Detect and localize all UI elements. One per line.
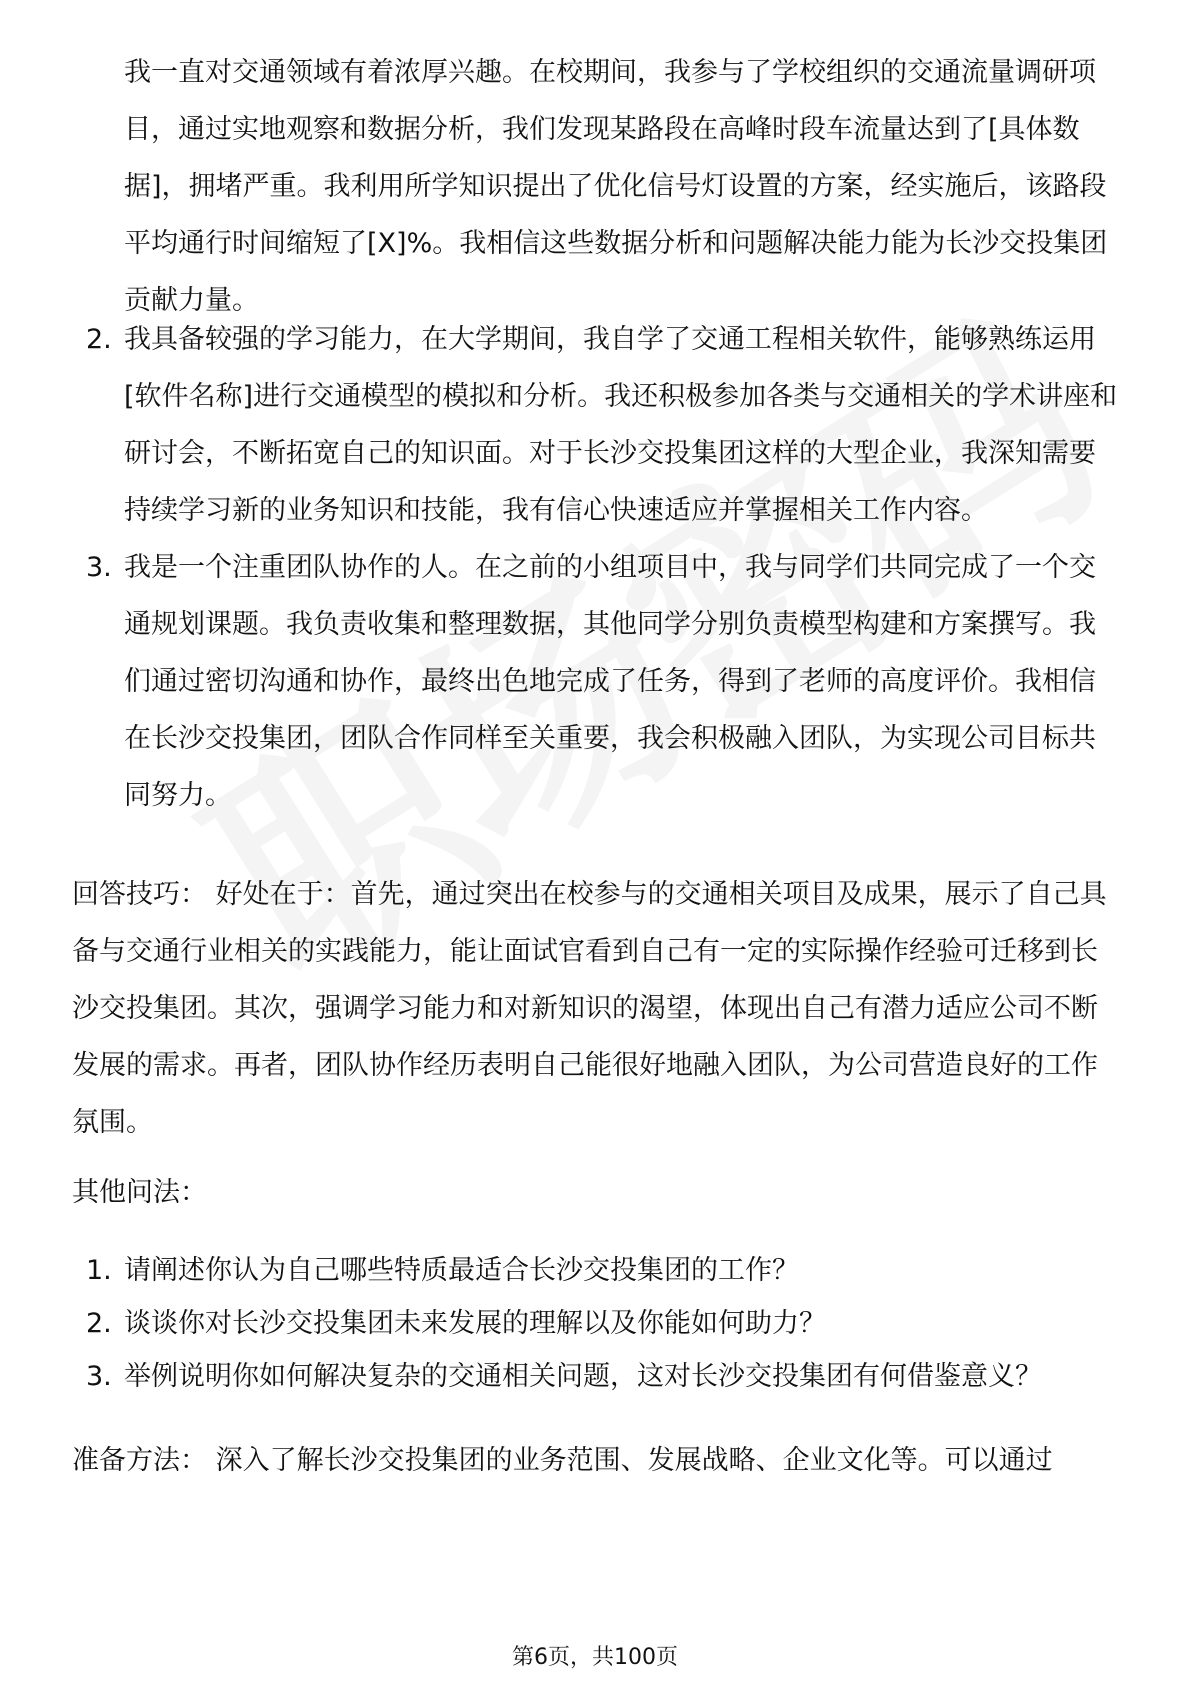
list-item-number: 3. <box>86 1361 112 1392</box>
list-item <box>72 1244 1122 1297</box>
preparation-section <box>72 1432 1122 1489</box>
list-item-number: 2. <box>86 324 112 355</box>
list-item-text: 谈谈你对长沙交投集团未来发展的理解以及你能如何助力？ <box>124 1308 826 1339</box>
preparation-text: 深入了解长沙交投集团的业务范围、发展战略、企业文化等。可以通过 <box>215 1445 1053 1476</box>
answer-tips-label: 回答技巧： <box>72 879 207 910</box>
answer-tips-section <box>72 866 1122 1151</box>
answer-tips-text: 好处在于：首先，通过突出在校参与的交通相关项目及成果，展示了自己具备与交通行业相关的实践能力，能让面试官看到自己有一定的实际操作经验可迁移到长沙交投集团。其次，强调学习能力和对新知识的渴望，体现出自己有潜力适应公司不断发展的需求。再者，团队协作经历表明自己能很好地融入团队，为公司营造良好的工作氛围。 <box>72 879 1107 1138</box>
list-item <box>72 539 1122 824</box>
other-questions-list <box>72 1244 1122 1403</box>
list-item-text: 举例说明你如何解决复杂的交通相关问题，这对长沙交投集团有何借鉴意义？ <box>124 1361 1042 1392</box>
list-item-text: 我具备较强的学习能力，在大学期间，我自学了交通工程相关软件，能够熟练运用[软件名称]进行交通模型的模拟和分析。我还积极参加各类与交通相关的学术讲座和研讨会，不断拓宽自己的知识面。对于长沙交投集团这样的大型企业，我深知需要持续学习新的业务知识和技能，我有信心快速适应并掌握相关工作内容。 <box>124 324 1118 526</box>
answer-points-list <box>72 311 1122 824</box>
list-item-number: 3. <box>86 552 112 583</box>
continuation-paragraph: 我一直对交通领域有着浓厚兴趣。在校期间，我参与了学校组织的交通流量调研项目，通过实地观察和数据分析，我们发现某路段在高峰时段车流量达到了[具体数据]，拥堵严重。我利用所学知识提出了优化信号灯设置的方案，经实施后，该路段平均通行时间缩短了[X]%。我相信这些数据分析和问题解决能力能为长沙交投集团贡献力量。 <box>124 57 1108 316</box>
list-item-text: 我是一个注重团队协作的人。在之前的小组项目中，我与同学们共同完成了一个交通规划课题。我负责收集和整理数据，其他同学分别负责模型构建和方案撰写。我们通过密切沟通和协作，最终出色地完成了任务，得到了老师的高度评价。我相信在长沙交投集团，团队合作同样至关重要，我会积极融入团队，为实现公司目标共同努力。 <box>124 552 1096 811</box>
list-item-number: 1. <box>86 1255 112 1286</box>
other-questions-heading: 其他问法： <box>72 1177 207 1208</box>
preparation-label: 准备方法： <box>72 1445 207 1476</box>
list-item-text: 请阐述你认为自己哪些特质最适合长沙交投集团的工作？ <box>124 1255 799 1286</box>
list-item <box>72 1297 1122 1350</box>
list-item-number: 2. <box>86 1308 112 1339</box>
list-item <box>72 1350 1122 1403</box>
list-item <box>72 311 1122 539</box>
page-footer: 第6页，共100页 <box>512 1645 678 1670</box>
